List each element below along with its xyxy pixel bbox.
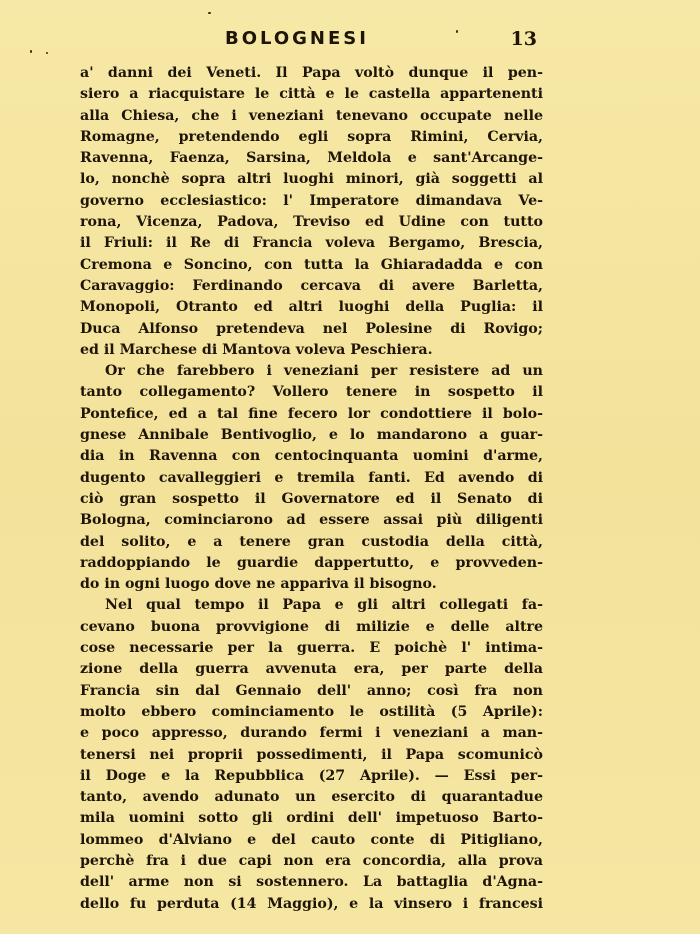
text-line: Monopoli, Otranto ed altri luoghi della Puglia: il	[80, 299, 543, 316]
text-line: tanto, avendo adunato un esercito di quarantadue	[80, 789, 543, 806]
text-line: gnese Annibale Bentivoglio, e lo mandarono a guar-	[80, 427, 543, 444]
page-number: 13	[510, 28, 537, 50]
text-line: Francia sin dal Gennaio dell' anno; così fra non	[80, 682, 543, 699]
text-line: cevano buona provvigione di milizie e delle altre	[80, 618, 543, 635]
text-line: e poco appresso, durando fermi i veneziani a man-	[80, 725, 543, 742]
text-line: siero a riacquistare le città e le castella appartenenti	[80, 86, 543, 103]
text-line: lo, nonchè sopra altri luoghi minori, già soggetti al	[80, 171, 543, 188]
running-title: BOLOGNESI	[225, 28, 369, 49]
text-line: tanto collegamento? Vollero tenere in sospetto il	[80, 384, 543, 401]
text-line: dia in Ravenna con centocinquanta uomini d'arme,	[80, 448, 543, 465]
ink-speck	[30, 50, 32, 53]
text-line: dugento cavalleggieri e tremila fanti. Ed avendo di	[80, 469, 543, 486]
text-line: alla Chiesa, che i veneziani tenevano occupate nelle	[80, 107, 543, 124]
text-line: lommeo d'Alviano e del cauto conte di Pitigliano,	[80, 831, 543, 848]
page-header	[80, 28, 555, 54]
text-line: mila uomini sotto gli ordini dell' impetuoso Barto-	[80, 810, 543, 827]
text-line: del solito, e a tenere gran custodia della città,	[80, 533, 543, 550]
text-line: Duca Alfonso pretendeva nel Polesine di Rovigo;	[80, 320, 543, 337]
text-line: governo ecclesiastico: l' Imperatore dimandava Ve-	[80, 192, 543, 209]
text-line: Caravaggio: Ferdinando cercava di avere Barletta,	[80, 277, 543, 294]
text-line: dell' arme non si sostennero. La battaglia d'Agna-	[80, 874, 543, 891]
text-line: molto ebbero cominciamento le ostilità (5 Aprile):	[80, 703, 543, 720]
text-line: Romagne, pretendendo egli sopra Rimini, Cervia,	[80, 128, 543, 145]
text-line: a' danni dei Veneti. Il Papa voltò dunque il pen-	[80, 65, 543, 81]
text-line: Pontefice, ed a tal fine fecero lor condottiere il bolo-	[80, 405, 543, 422]
text-line: ed il Marchese di Mantova voleva Peschiera.	[80, 341, 433, 358]
text-line: tenersi nei proprii possedimenti, il Papa scomunicò	[80, 746, 543, 763]
text-line: il Doge e la Repubblica (27 Aprile). — Essi per-	[80, 767, 543, 784]
text-line: Nel qual tempo il Papa e gli altri collegati fa-	[105, 597, 543, 614]
text-line: do in ogni luogo dove ne appariva il bisogno.	[80, 576, 437, 593]
text-line: rona, Vicenza, Padova, Treviso ed Udine con tutto	[80, 214, 543, 231]
text-line: Ravenna, Faenza, Sarsina, Meldola e sant'Arcange-	[80, 150, 543, 167]
text-line: ciò gran sospetto il Governatore ed il Senato di	[80, 490, 543, 507]
text-line: raddoppiando le guardie dappertutto, e provveden-	[80, 554, 543, 571]
text-line: Cremona e Soncino, con tutta la Ghiaradadda e con	[80, 256, 543, 273]
text-line: il Friuli: il Re di Francia voleva Bergamo, Brescia,	[80, 235, 543, 252]
text-line: Or che farebbero i veneziani per resistere ad un	[105, 363, 543, 380]
ink-speck	[208, 12, 211, 14]
text-line: perchè fra i due capi non era concordia, alla prova	[80, 852, 543, 869]
text-line: cose necessarie per la guerra. E poichè l' intima-	[80, 640, 543, 657]
body-text	[80, 63, 543, 915]
text-line: dello fu perduta (14 Maggio), e la vinsero i francesi	[80, 895, 543, 912]
ink-speck	[46, 52, 48, 54]
text-line: zione della guerra avvenuta era, per parte della	[80, 661, 543, 678]
text-line: Bologna, cominciarono ad essere assai più diligenti	[80, 512, 543, 529]
